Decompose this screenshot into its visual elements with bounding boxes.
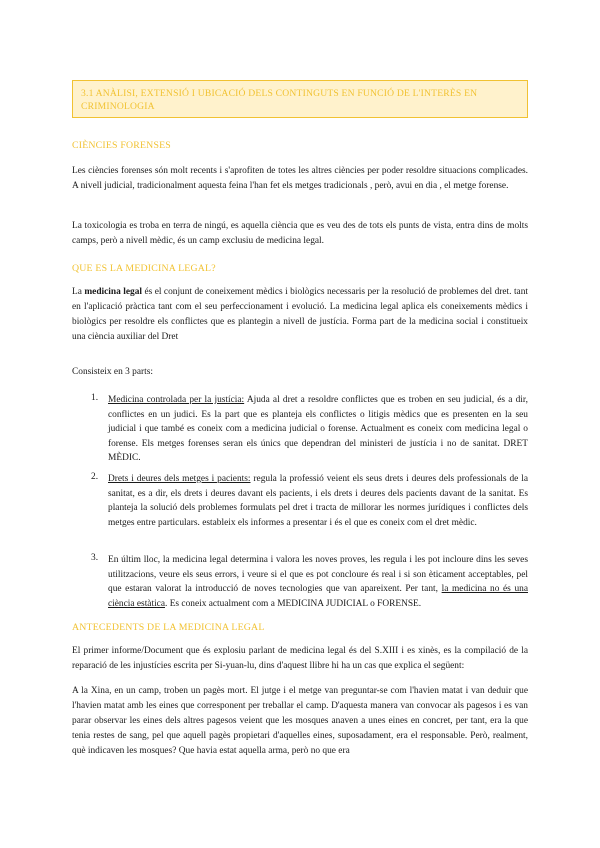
list-number-2: 2. (91, 472, 99, 482)
paragraph-ciencies-2: La toxicologia es troba en terra de ningú, es aquella ciència que es veu des de tots els punts de vista, entra dins de molts camps, però a nivell mèdic, és un camp exclusiu de medicina legal. (72, 221, 528, 246)
list-number-1: 1. (91, 393, 99, 403)
list-item-2-title: Drets i deures dels metges i pacients: (108, 474, 251, 484)
list-number-3: 3. (91, 553, 99, 563)
paragraph-medicina-definition (72, 285, 528, 345)
section-title: 3.1 ANÀLISI, EXTENSIÓ I UBICACIÓ DELS CONTINGUTS EN FUNCIÓ DE L'INTERÈS EN CRIMINOLOGIA (81, 88, 478, 112)
list-item-3-text-end: . Es coneix actualment com a MEDICINA JUDICIAL o FORENSE. (165, 598, 422, 609)
heading-antecedents: ANTECEDENTS DE LA MEDICINA LEGAL (72, 622, 265, 633)
list-item-1 (108, 393, 528, 466)
heading-ciencies-forenses: CIÈNCIES FORENSES (72, 140, 171, 151)
list-item-1-title: Medicina controlada per la justícia: (108, 395, 245, 405)
list-item-3 (108, 553, 528, 611)
definition-term: medicina legal (84, 287, 142, 297)
paragraph-ciencies-1: Les ciències forenses són molt recents i s'aprofiten de totes les altres ciències per poder resoldre situacions complicades. A nivell judicial, tradicionalment aquesta feina l'han fet els metges tradicionals , però, avui en dia , el metge forense. (72, 166, 528, 191)
list-item-3-text-start: En últim lloc, la medicina legal determina i valora les noves proves, les regula i les pot incloure dins les seves utilitzacions, veure els seus errors, i veure si el que es pot concloure és real i si son èticament acceptables, pel que estaran valorat la introducció de noves tecnologies que van apareixent. Per tant, (108, 555, 528, 594)
heading-medicina-legal: QUE ES LA MEDICINA LEGAL? (72, 263, 216, 274)
definition-text: és el conjunt de coneixement mèdics i biològics necessaris per la resolució de problemes del dret. tant en l'aplicació pràctica tant com el seu perfeccionament i evolució. La medicina legal aplica els coneixements mèdics i biològics per resoldre els conflictes que es plantegin a nivell de justícia. Forma part de la medicina social i constitueix una ciència auxiliar del Dret (72, 287, 528, 342)
list-item-3-underlined: la medicina no és una ciència estàtica (108, 584, 528, 609)
list-item-2-text: regula la professió veient els seus drets i deures dels professionals de la sanitat, es a dir, els drets i deures davant els pacients, i els drets i deures dels pacients davant de la sanitat. Es planteja la solució dels problemes formulats pel dret i tracta de millorar les normes jurídiques i conflictes dels metges entre particulars. estableix els informes a presentar i és el que es coneix com el dret mèdic. (108, 474, 528, 528)
section-title-box (72, 80, 528, 118)
paragraph-antecedents-1: El primer informe/Document que és explosiu parlant de medicina legal és del S.XIII i es xinès, es la compilació de la reparació de les injustícies escrita per Si-yuan-lu, dins d'aquest llibre hi ha un cas que explica el següent: (72, 646, 528, 671)
paragraph-antecedents-2: A la Xina, en un camp, troben un pagès mort. El jutge i el metge van preguntar-se com l'havien matat i van deduir que l'havien matat amb les eines que corresponent per treballar el camp. D'aquesta manera van convocar als pagesos i es van parar observar les eines dels altres pagesos veient que les mosques anaven a unes eines en concret, per tant, era la que tenia restes de sang, pel que aquell pagès propietari d'aquelles eines, suposadament, era el responsable. Però, realment, què indicaven les mosques? Que havia estat aquella arma, però no que era (72, 686, 528, 756)
definition-lead: La (72, 287, 85, 297)
list-item-2 (108, 472, 528, 530)
list-item-1-text: Ajuda al dret a resoldre conflictes que es troben en seu judicial, és a dir, conflictes en un judici. Es la part que es planteja els conflictes o litigis mèdics que es presenten en la seu judicial i que també es coneix com a medicina judicial o forense. Actualment es coneix com medicina legal o forense. Els metges forenses seran els únics que dependran del ministeri de justícia i no de sanitat. DRET MÈDIC. (108, 395, 528, 463)
paragraph-parts-intro: Consisteix en 3 parts: (72, 367, 153, 377)
